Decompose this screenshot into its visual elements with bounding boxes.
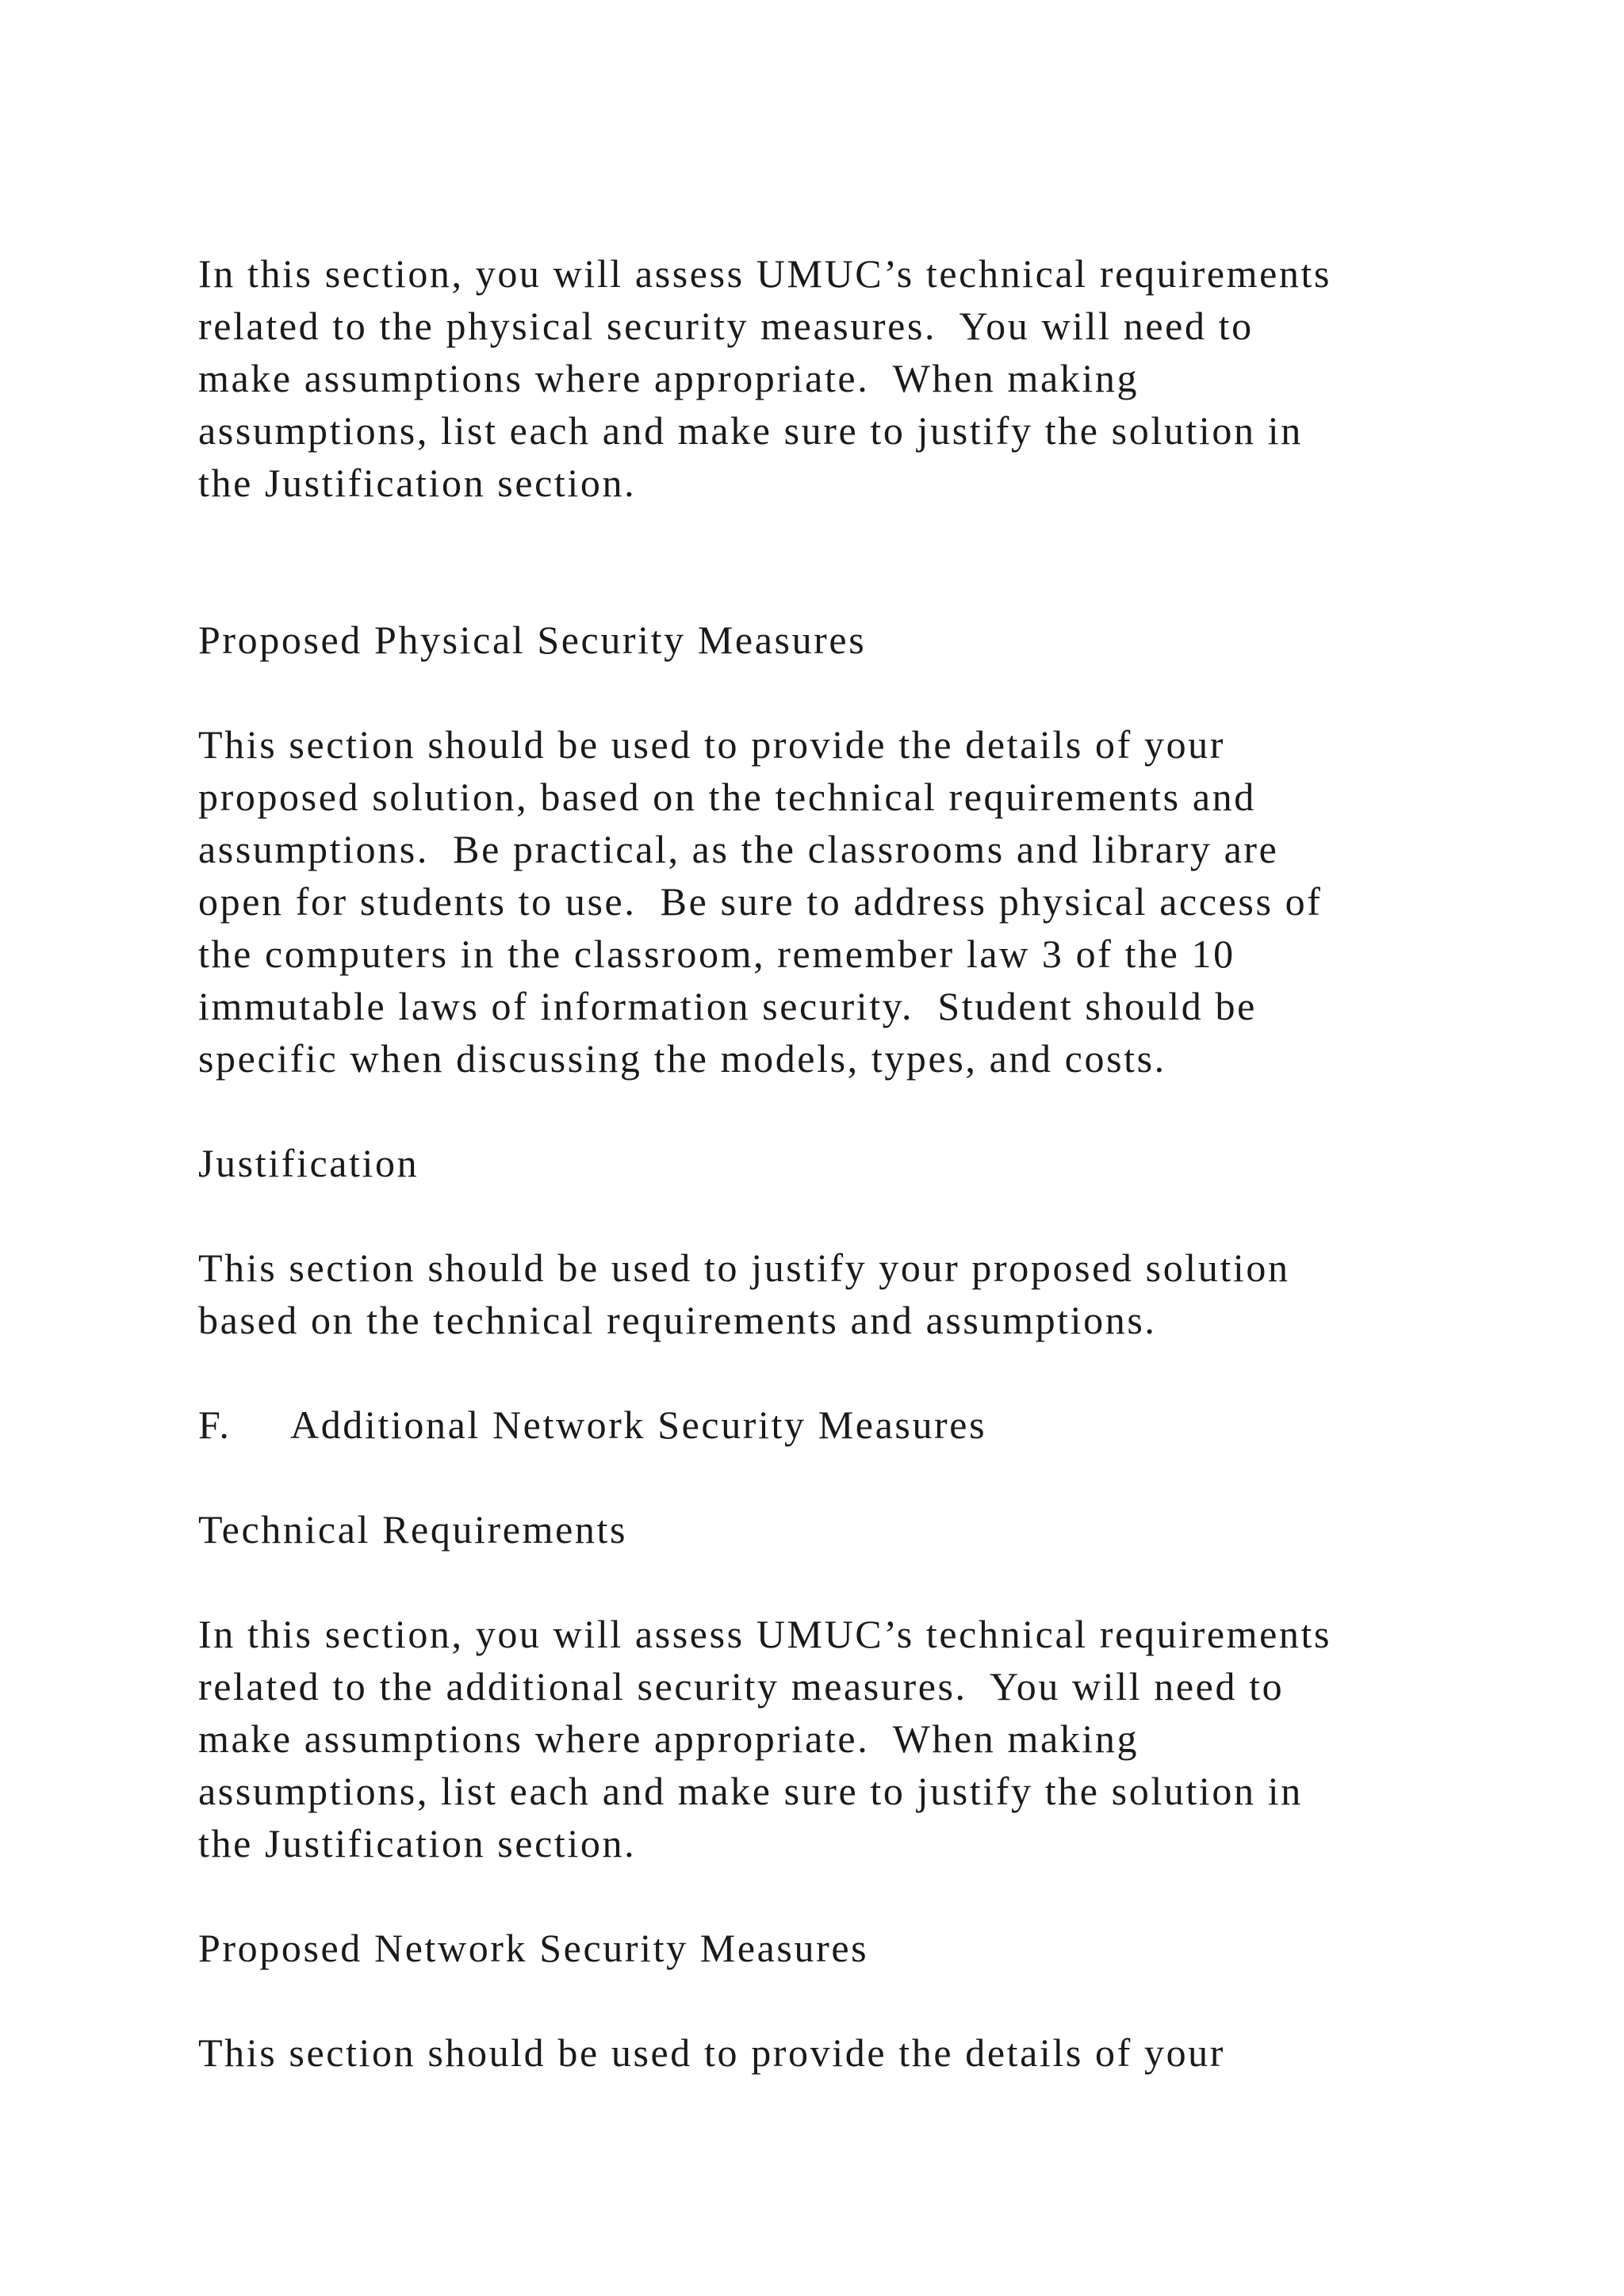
text-line: open for students to use. Be sure to address physical access of — [198, 879, 1323, 924]
text-line: proposed solution, based on the technical requirements and — [198, 775, 1256, 819]
paragraph-proposed-network — [198, 2026, 1467, 2079]
text-line: make assumptions where appropriate. When making — [198, 1716, 1139, 1761]
paragraph-justification — [198, 1242, 1467, 1346]
heading-proposed-physical: Proposed Physical Security Measures — [198, 618, 867, 662]
text-line: assumptions. Be practical, as the classrooms and library are — [198, 827, 1279, 871]
text-line: the Justification section. — [198, 1821, 637, 1866]
paragraph-tech-req-physical — [198, 247, 1467, 509]
document-page — [198, 247, 1467, 2131]
text-line: In this section, you will assess UMUC’s technical requirements — [198, 251, 1332, 296]
text-line: This section should be used to provide the details of your — [198, 2030, 1226, 2075]
text-line: the computers in the classroom, remember law 3 of the 10 — [198, 932, 1235, 976]
text-line: related to the additional security measures. You will need to — [198, 1664, 1285, 1709]
text-line: In this section, you will assess UMUC’s technical requirements — [198, 1612, 1332, 1656]
text-line: assumptions, list each and make sure to justify the solution in — [198, 408, 1303, 453]
paragraph-tech-req-network — [198, 1608, 1467, 1869]
text-line: the Justification section. — [198, 461, 637, 505]
text-line: assumptions, list each and make sure to justify the solution in — [198, 1769, 1303, 1813]
section-letter: F. — [198, 1402, 232, 1447]
text-line: based on the technical requirements and assumptions. — [198, 1298, 1157, 1342]
text-line: related to the physical security measures. You will need to — [198, 304, 1254, 348]
paragraph-proposed-physical — [198, 718, 1467, 1085]
heading-justification: Justification — [198, 1141, 419, 1185]
text-line: specific when discussing the models, types, and costs. — [198, 1036, 1166, 1081]
heading-section-f — [198, 1399, 1467, 1451]
text-line: This section should be used to provide the details of your — [198, 722, 1226, 767]
heading-proposed-network: Proposed Network Security Measures — [198, 1926, 869, 1970]
text-line: immutable laws of information security. Student should be — [198, 984, 1257, 1028]
text-line: make assumptions where appropriate. When making — [198, 356, 1139, 400]
section-title: Additional Network Security Measures — [290, 1402, 987, 1447]
text-line: This section should be used to justify your proposed solution — [198, 1246, 1290, 1290]
heading-technical-requirements: Technical Requirements — [198, 1507, 628, 1552]
